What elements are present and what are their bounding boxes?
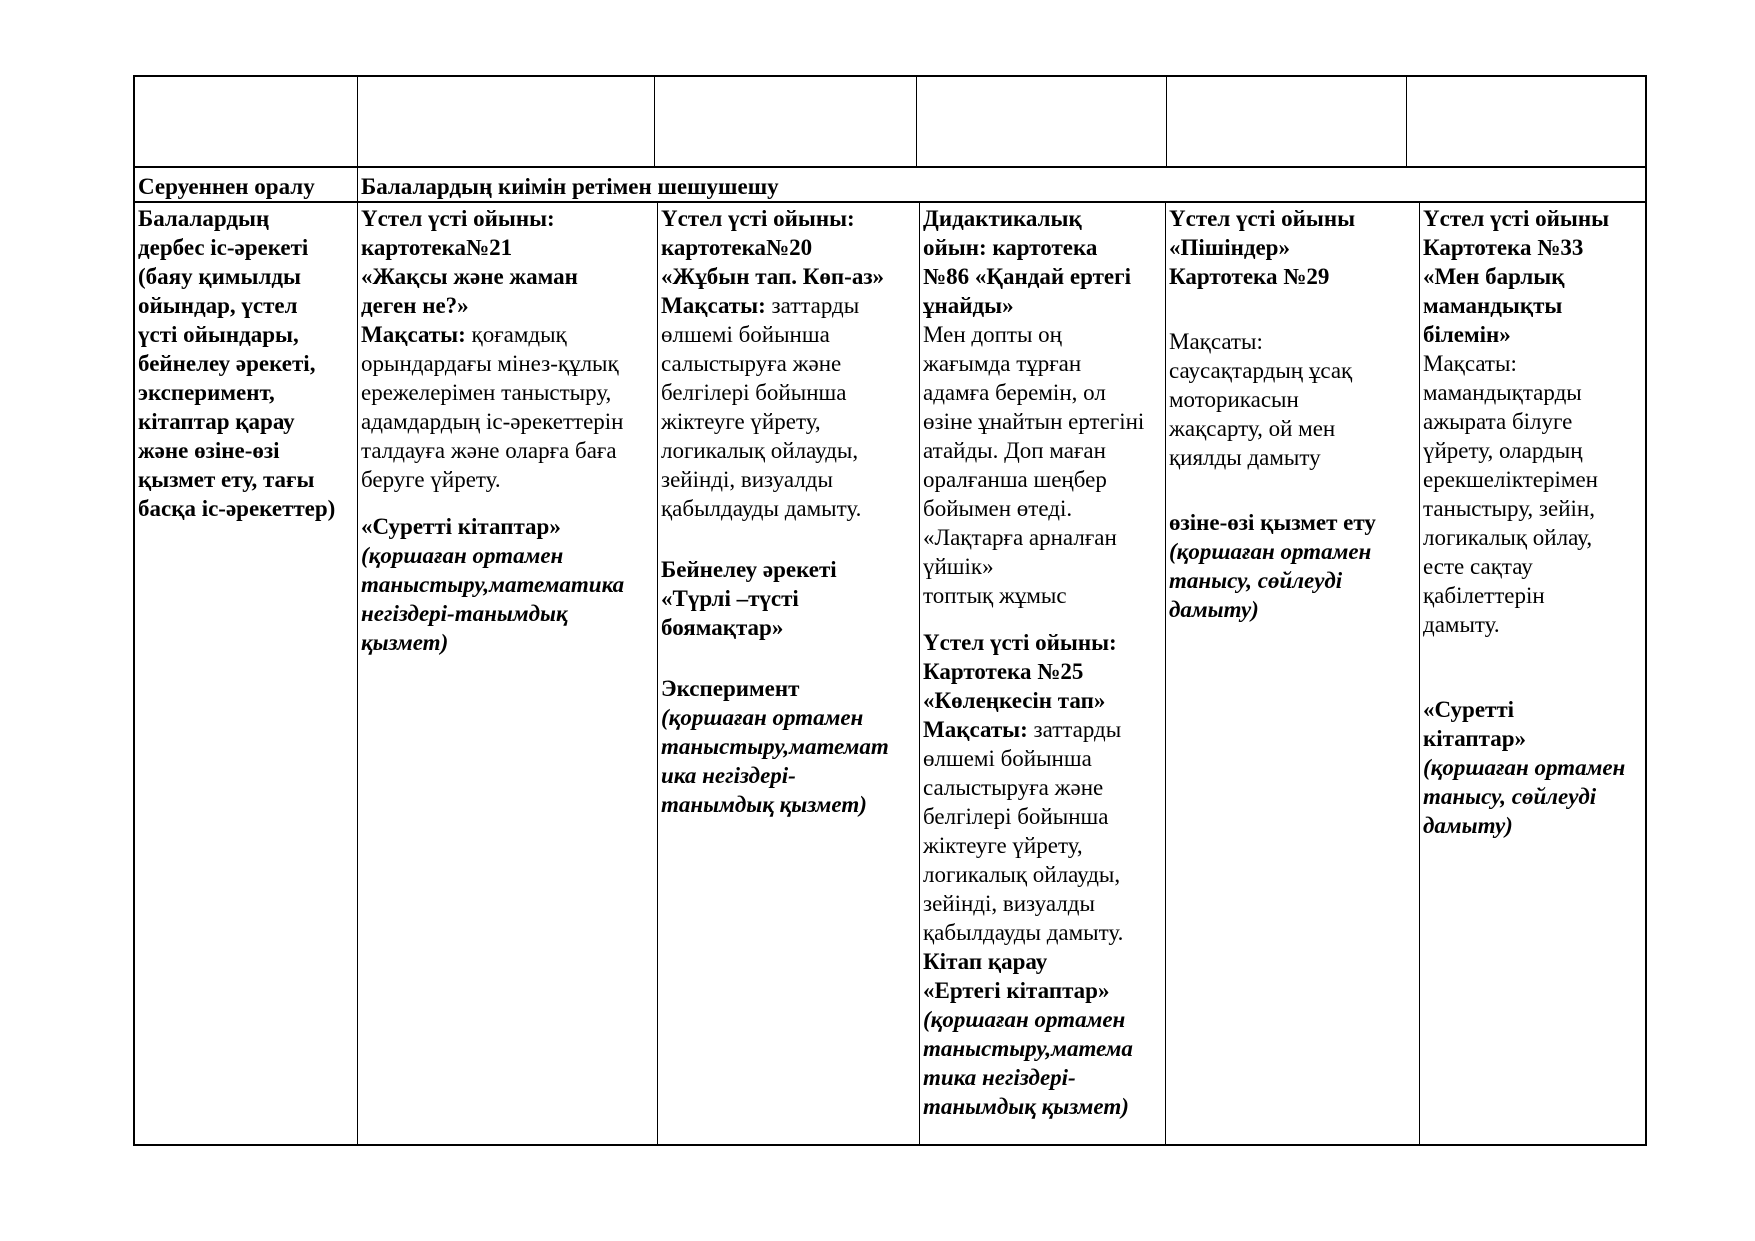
goal-line: беруге үйрету. <box>361 467 501 492</box>
game-title-line: «Жақсы және жаман <box>361 264 578 289</box>
goal-line: қабылдауды дамыту. <box>661 496 862 521</box>
label-line: ойындар, үстел <box>138 293 298 318</box>
game-title-line: білемін» <box>1423 322 1511 347</box>
goal-line: өлшемі бойынша <box>661 322 830 347</box>
note-line: танымдық қызмет) <box>661 792 867 817</box>
goal-line: қабілеттерін <box>1423 583 1545 608</box>
note-line: танымдық қызмет) <box>923 1094 1129 1119</box>
label-line: (баяу қимылды <box>138 264 301 289</box>
cell-col1 <box>361 204 624 657</box>
goal-line: логикалық ойлауды, <box>661 438 859 463</box>
column-divider <box>916 77 917 166</box>
game-title-line: Картотека №25 <box>923 659 1084 684</box>
body-line: Мен допты оң <box>923 322 1062 347</box>
goal-line: салыстыруға және <box>661 351 842 376</box>
note-line: тика негіздері- <box>923 1065 1076 1090</box>
note-line: ика негіздері- <box>661 763 796 788</box>
cell-col5 <box>1423 204 1625 840</box>
spacer <box>1423 639 1625 675</box>
goal-line: орындардағы мінез-құлық <box>361 351 619 376</box>
spacer <box>361 494 624 512</box>
label-line: және өзіне-өзі <box>138 438 280 463</box>
column-divider <box>1406 77 1407 166</box>
book-title-line: «Ертегі кітаптар» <box>923 978 1110 1003</box>
row-divider <box>135 166 1645 168</box>
column-divider <box>654 77 655 166</box>
goal-line: қабылдауды дамыту. <box>923 920 1124 945</box>
goal-label: Мақсаты: <box>361 322 466 347</box>
goal-line: зейінді, визуалды <box>923 891 1095 916</box>
game-title-line: «Жұбын тап. Көп-аз» <box>661 264 885 289</box>
note-line: (қоршаған ортамен <box>1423 755 1626 780</box>
note-line: дамыту) <box>1423 813 1513 838</box>
game-title-line: ойын: картотека <box>923 235 1098 260</box>
self-care-title: өзіне-өзі қызмет ету <box>1169 510 1376 535</box>
body-line: «Лақтарға арналған <box>923 525 1117 550</box>
label-line: үсті ойындары, <box>138 322 299 347</box>
goal-line: саусақтардың ұсақ <box>1169 358 1353 383</box>
goal-line <box>661 291 889 320</box>
column-divider <box>919 201 920 1146</box>
goal-line: үйрету, олардың <box>1423 438 1583 463</box>
goal-line: белгілері бойынша <box>661 380 847 405</box>
body-line: үйшік» <box>923 554 994 579</box>
goal-text: заттарды <box>765 293 860 318</box>
game-title-line: ұнайды» <box>923 293 1014 318</box>
game-title-line: «Мен барлық <box>1423 264 1565 289</box>
note-line: (қоршаған ортамен <box>661 705 864 730</box>
body-line: жағымда тұрған <box>923 351 1082 376</box>
goal-line: жіктеуге үйрету, <box>923 833 1083 858</box>
goal-line: белгілері бойынша <box>923 804 1109 829</box>
goal-line: қиялды дамыту <box>1169 445 1321 470</box>
game-title-line: Үстел үсті ойыны <box>1423 206 1610 231</box>
note-line: таныстыру,математ <box>661 734 889 759</box>
note-line: (қоршаған ортамен <box>923 1007 1126 1032</box>
game-title-line: «Пішіндер» <box>1169 235 1290 260</box>
row-label-activity <box>138 204 335 523</box>
goal-line: таныстыру, зейін, <box>1423 496 1595 521</box>
body-line: өзіне ұнайтын ертегіні <box>923 409 1145 434</box>
cell-col3 <box>923 204 1144 1121</box>
book-title-line: «Суретті <box>1423 697 1515 722</box>
row-text-return: Балалардың киімін ретімен шешушешу <box>361 174 779 199</box>
note-line: негіздері-танымдық <box>361 601 568 626</box>
game-title-line: мамандықты <box>1423 293 1563 318</box>
goal-line: өлшемі бойынша <box>923 746 1092 771</box>
goal-line: талдауға және оларға баға <box>361 438 617 463</box>
spacer <box>923 610 1144 628</box>
body-line: адамға беремін, ол <box>923 380 1106 405</box>
body-line: оралғанша шеңбер <box>923 467 1107 492</box>
goal-line: салыстыруға және <box>923 775 1104 800</box>
book-title-line: кітаптар» <box>1423 726 1527 751</box>
label-line: Балалардың <box>138 206 270 231</box>
goal-line: Мақсаты: <box>1169 329 1263 354</box>
spacer <box>661 642 889 674</box>
column-divider <box>1166 77 1167 166</box>
label-line: басқа іс-әрекеттер) <box>138 496 336 521</box>
column-divider <box>1165 201 1166 1146</box>
label-line: бейнелеу әрекеті, <box>138 351 316 376</box>
note-line: (қоршаған ортамен <box>1169 539 1372 564</box>
column-divider <box>1419 201 1420 1146</box>
game-title-line: Үстел үсті ойыны: <box>923 630 1117 655</box>
label-line: эксперимент, <box>138 380 275 405</box>
cell-col2 <box>661 204 889 819</box>
goal-line: зейінді, визуалды <box>661 467 833 492</box>
goal-line: Мақсаты: <box>1423 351 1517 376</box>
goal-line: ерекшеліктерімен <box>1423 467 1598 492</box>
body-line: атайды. Доп маған <box>923 438 1106 463</box>
game-title-line: Үстел үсті ойыны: <box>361 206 555 231</box>
body-line: топтық жұмыс <box>923 583 1067 608</box>
goal-line <box>361 320 624 349</box>
note-line: (қоршаған ортамен <box>361 543 564 568</box>
game-title-line: Картотека №29 <box>1169 264 1330 289</box>
goal-line: дамыту. <box>1423 612 1500 637</box>
art-title-line: «Түрлі –түсті <box>661 586 799 611</box>
art-title-line: Бейнелеу әрекеті <box>661 557 837 582</box>
spacer <box>661 523 889 555</box>
art-title-line: боямақтар» <box>661 615 784 640</box>
goal-line: жіктеуге үйрету, <box>661 409 821 434</box>
goal-text: қоғамдық <box>465 322 567 347</box>
goal-label: Мақсаты: <box>661 293 766 318</box>
experiment-title: Эксперимент <box>661 676 800 701</box>
game-title-line: деген не?» <box>361 293 469 318</box>
column-divider <box>357 77 358 1146</box>
goal-line: ажырата білуге <box>1423 409 1573 434</box>
note-line: дамыту) <box>1169 597 1259 622</box>
goal-line: мамандықтарды <box>1423 380 1582 405</box>
goal-line: логикалық ойлауды, <box>923 862 1121 887</box>
spacer <box>1423 675 1625 695</box>
goal-line: есте сақтау <box>1423 554 1533 579</box>
game-title-line: картотека№21 <box>361 235 513 260</box>
label-line: қызмет ету, тағы <box>138 467 315 492</box>
note-line: таныстыру,математика <box>361 572 625 597</box>
spacer <box>1169 291 1376 327</box>
game-title-line: Дидактикалық <box>923 206 1082 231</box>
spacer <box>1169 472 1376 508</box>
note-line: танысу, сөйлеуді <box>1169 568 1343 593</box>
game-title-line: Картотека №33 <box>1423 235 1584 260</box>
column-divider <box>657 201 658 1146</box>
goal-line: моторикасын <box>1169 387 1299 412</box>
game-title-line: «Көлеңкесін тап» <box>923 688 1106 713</box>
note-line: танысу, сөйлеуді <box>1423 784 1597 809</box>
game-title-line: №86 «Қандай ертегі <box>923 264 1131 289</box>
game-title-line: Үстел үсті ойыны <box>1169 206 1356 231</box>
goal-text: заттарды <box>1027 717 1122 742</box>
game-title-line: Үстел үсті ойыны: <box>661 206 855 231</box>
goal-label: Мақсаты: <box>923 717 1028 742</box>
note-line: қызмет) <box>361 630 449 655</box>
cell-col4 <box>1169 204 1376 624</box>
goal-line: логикалық ойлау, <box>1423 525 1593 550</box>
label-line: кітаптар қарау <box>138 409 295 434</box>
goal-line: адамдардың іс-әрекеттерін <box>361 409 624 434</box>
note-line: таныстыру,матема <box>923 1036 1133 1061</box>
game-title-line: картотека№20 <box>661 235 813 260</box>
row-label-return: Серуеннен оралу <box>138 174 315 199</box>
goal-line: жақсарту, ой мен <box>1169 416 1336 441</box>
book-title-line: Кітап қарау <box>923 949 1048 974</box>
goal-line: ережелерімен таныстыру, <box>361 380 612 405</box>
book-title: «Суретті кітаптар» <box>361 514 561 539</box>
goal-line <box>923 715 1144 744</box>
body-line: бойымен өтеді. <box>923 496 1073 521</box>
schedule-table <box>133 75 1647 1146</box>
label-line: дербес іс-әрекеті <box>138 235 309 260</box>
